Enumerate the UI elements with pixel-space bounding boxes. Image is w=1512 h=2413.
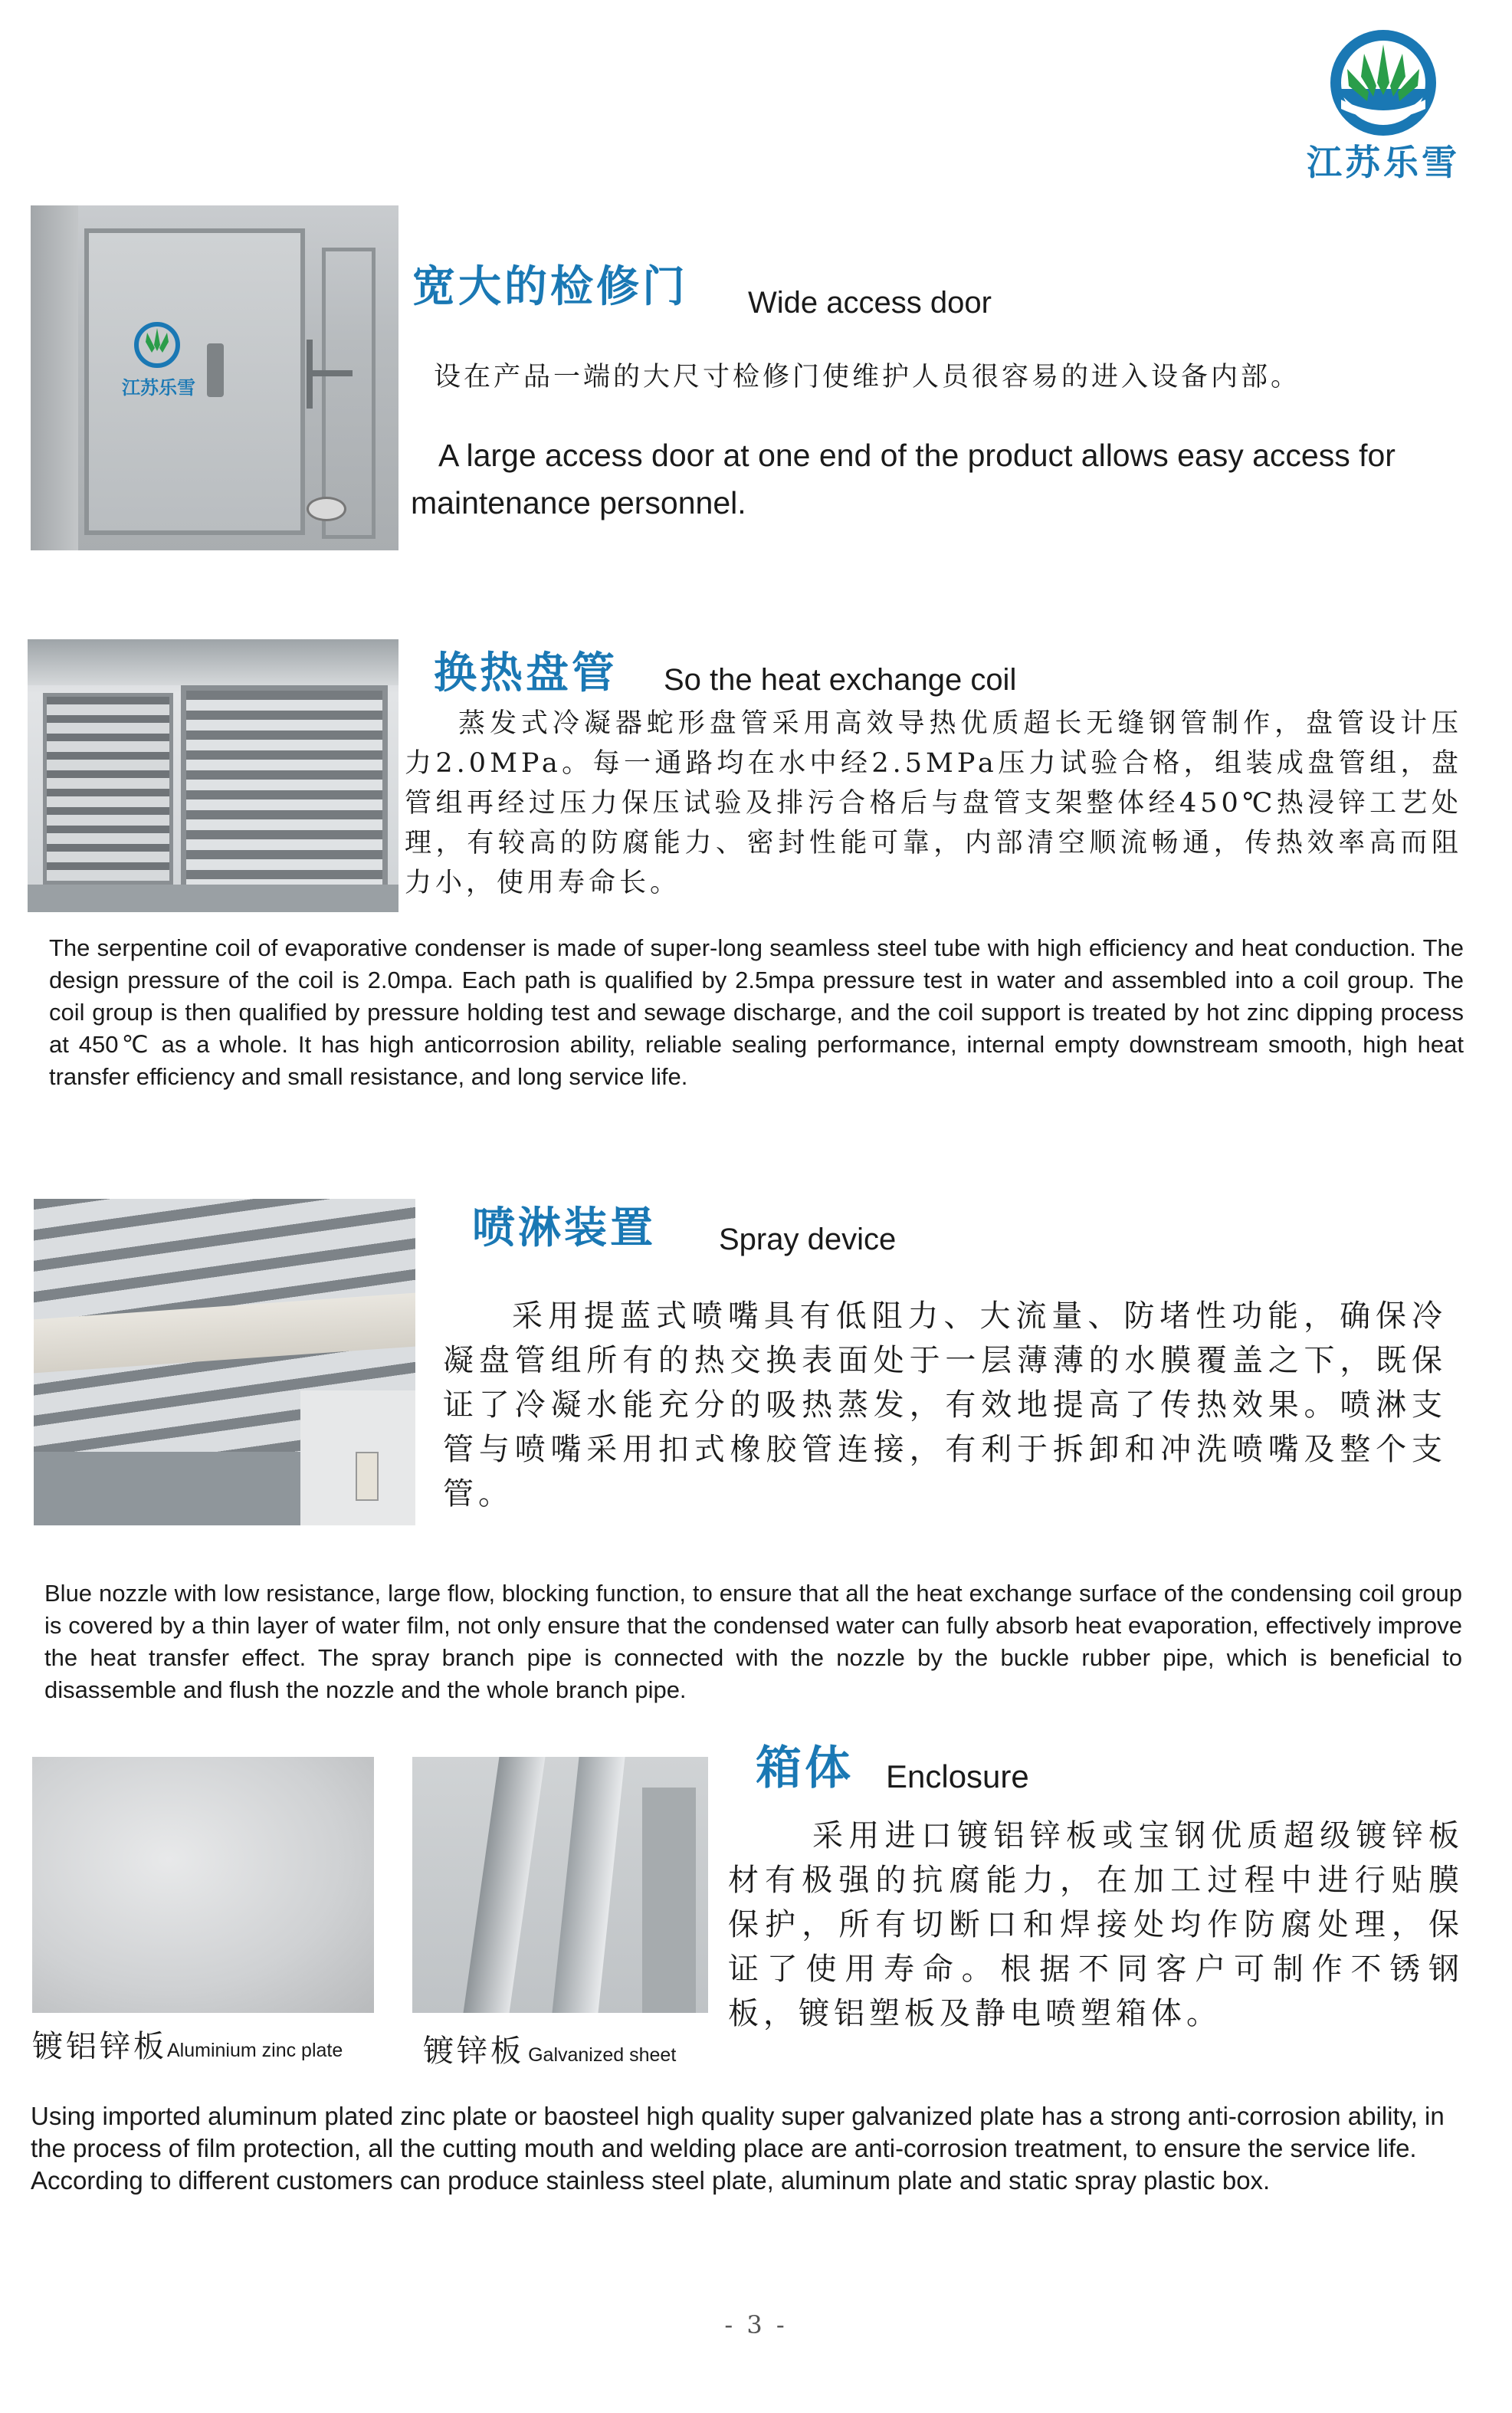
- door-body-en: A large access door at one end of the product allows easy access for maintenance personnel.: [411, 438, 1396, 520]
- caption1-en: Aluminium zinc plate: [167, 2040, 343, 2061]
- door-body-zh: 设在产品一端的大尺寸检修门使维护人员很容易的进入设备内部。: [434, 362, 1301, 392]
- coil-body-zh: 蒸发式冷凝器蛇形盘管采用高效导热优质超长无缝钢管制作，盘管设计压力2.0MPa。每一通路均在水中经2.5MPa压力试验合格，组装成盘管组，盘管组再经过压力保压试验及排污合格后与盘管支架整体经450℃热浸锌工艺处理，有较高的防腐能力、密封性能可靠，内部清空顺流畅通，传热效率高而阻力小，使用寿命长。: [405, 708, 1462, 898]
- door-title-zh: 宽大的检修门: [412, 262, 688, 312]
- door-title-en: Wide access door: [748, 286, 992, 320]
- page-number: - 3 -: [724, 2310, 788, 2339]
- caption-aluminium-zinc-plate: [32, 2022, 343, 2066]
- spray-body-zh: 采用提蓝式喷嘴具有低阻力、大流量、防堵性功能，确保冷凝盘管组所有的热交换表面处于一层薄薄的水膜覆盖之下，既保证了冷凝水能充分的吸热蒸发，有效地提高了传热效果。喷淋支管与喷嘴采用扣式橡胶管连接，有利于拆卸和冲洗喷嘴及整个支管。: [443, 1298, 1447, 1512]
- aluminium-zinc-plate-photo: [32, 1757, 374, 2013]
- enclosure-body-zh: 采用进口镀铝锌板或宝钢优质超级镀锌板材有极强的抗腐能力，在加工过程中进行贴膜保护，所有切断口和焊接处均作防腐处理，保证了使用寿命。根据不同客户可制作不锈钢板，镀铝塑板及静电喷塑箱体。: [728, 1818, 1464, 2031]
- door-logo-text: 江苏乐雪: [122, 376, 195, 399]
- caption-galvanized-sheet: [423, 2027, 676, 2070]
- spray-title-en: Spray device: [719, 1223, 897, 1256]
- spray-title-zh: 喷淋装置: [472, 1203, 656, 1253]
- enclosure-body-en: Using imported aluminum plated zinc plate or baosteel high quality super galvanized plate has a strong anti-corrosion ability, in the process of film protection, all the cutting mouth and welding place are anti-corrosion treatment, to ensure the service life. According to different customers can produce stainless steel plate, aluminum plate and static spray plastic box.: [31, 2102, 1445, 2195]
- logo-emblem-icon: [1287, 29, 1479, 136]
- enclosure-title-zh: 箱体: [756, 1742, 854, 1795]
- caption1-zh: 镀铝锌板: [32, 2029, 167, 2064]
- caption2-en: Galvanized sheet: [528, 2044, 677, 2066]
- caption2-zh: 镀锌板: [423, 2034, 524, 2069]
- spray-device-photo: [34, 1199, 415, 1525]
- enclosure-title-en: Enclosure: [886, 1758, 1029, 1794]
- access-door-photo: [31, 205, 398, 550]
- coil-body-en: The serpentine coil of evaporative condenser is made of super-long seamless steel tube with high efficiency and heat conduction. The design pressure of the coil is 2.0mpa. Each path is qualified by 2.5mpa pressure test in water and assembled into a coil group. The coil group is then qualified by pressure holding test and sewage discharge, and the coil support is treated by hot zinc dipping process at 450℃ as a whole. It has high anticorrosion ability, reliable sealing performance, internal empty downstream smooth, high heat transfer efficiency and small resistance, and long service life.: [49, 934, 1464, 1090]
- coil-title-en: So the heat exchange coil: [664, 663, 1017, 697]
- brand-logo: [1287, 29, 1479, 183]
- galvanized-sheet-photo: [412, 1757, 708, 2013]
- spray-body-en: Blue nozzle with low resistance, large flow, blocking function, to ensure that all the heat exchange surface of the condensing coil group is covered by a thin layer of water film, not only ensure that the condensed water can fully absorb heat evaporation, effectively improve the heat transfer effect. The spray branch pipe is connected with the nozzle by the buckle rubber pipe, which is beneficial to disassemble and flush the nozzle and the whole branch pipe.: [44, 1580, 1462, 1703]
- coil-title-zh: 换热盘管: [434, 648, 618, 698]
- door-logo-icon: [115, 320, 199, 369]
- logo-text: 江苏乐雪: [1307, 142, 1460, 183]
- heat-exchange-coil-photo: [28, 639, 398, 912]
